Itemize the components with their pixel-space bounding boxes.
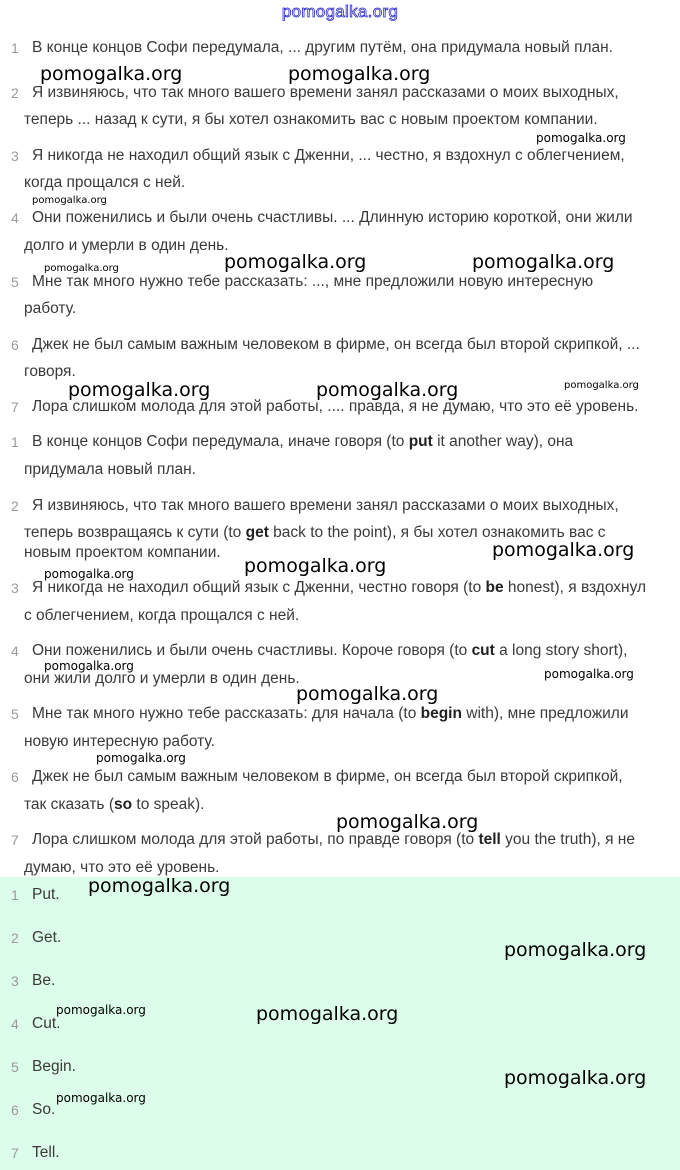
watermark: pomogalka.org: [492, 539, 635, 561]
watermark: pomogalka.org: [336, 811, 479, 833]
item-text-line: [32, 885, 60, 905]
text-segment: новым проектом компании.: [24, 544, 221, 561]
watermark: pomogalka.org: [96, 751, 186, 765]
item-number: 4: [11, 1016, 19, 1032]
watermark: pomogalka.org: [32, 195, 107, 206]
item-number: 6: [11, 1102, 19, 1118]
item-number: 1: [11, 434, 19, 450]
item-number: 7: [11, 1145, 19, 1161]
item-text-line: [32, 971, 55, 991]
watermark: pomogalka.org: [40, 63, 183, 85]
text-segment: Мне так много нужно тебе рассказать: ..., мне предложили новую интересную: [32, 273, 594, 290]
answer-keyword: tell: [478, 831, 501, 848]
text-segment: Мне так много нужно тебе рассказать: для начала (to: [32, 705, 421, 722]
item-number: 7: [11, 832, 19, 848]
item-text-line: [32, 335, 640, 355]
item-number: 6: [11, 337, 19, 353]
answer-keyword: so: [113, 796, 133, 813]
text-segment: Они поженились и были очень счастливы. ... Длинную историю короткой, они жили: [32, 209, 633, 226]
item-text-line: [32, 1057, 76, 1077]
text-segment: it another way), она: [432, 433, 574, 450]
item-number: 2: [11, 85, 19, 101]
watermark: pomogalka.org: [224, 251, 367, 273]
text-segment: So.: [32, 1101, 56, 1118]
text-segment: Я извиняюсь, что так много вашего времени занял рассказами о моих выходных,: [32, 84, 619, 101]
text-segment: Get.: [32, 929, 62, 946]
text-segment: Джек не был самым важным человеком в фирме, он всегда был второй скрипкой, ...: [32, 336, 640, 353]
watermark: pomogalka.org: [44, 263, 119, 274]
answer-keyword: cut: [471, 642, 495, 659]
text-segment: Be.: [32, 972, 56, 989]
text-segment: они жили долго и умерли в один день.: [24, 670, 300, 687]
text-segment: with), мне предложили: [461, 705, 629, 722]
text-segment: Я извиняюсь, что так много вашего времени занял рассказами о моих выходных,: [32, 497, 619, 514]
text-segment: you the truth), я не: [500, 831, 635, 848]
text-segment: так сказать (: [24, 796, 114, 813]
watermark: pomogalka.org: [504, 1067, 647, 1089]
watermark: pomogalka.org: [256, 1003, 399, 1025]
item-text-line: [32, 767, 623, 787]
item-text-line: [24, 732, 215, 752]
watermark: pomogalka.org: [472, 251, 615, 273]
item-text-line: [32, 704, 629, 724]
text-segment: Begin.: [32, 1058, 76, 1075]
item-text-line: [32, 496, 619, 516]
text-segment: Tell.: [32, 1144, 60, 1161]
watermark: pomogalka.org: [56, 1003, 146, 1017]
watermark: pomogalka.org: [244, 555, 387, 577]
item-number: 3: [11, 580, 19, 596]
watermark: pomogalka.org: [536, 131, 626, 145]
answer-keyword: begin: [420, 705, 462, 722]
text-segment: to speak).: [132, 796, 205, 813]
watermark: pomogalka.org: [56, 1091, 146, 1105]
watermark: pomogalka.org: [296, 683, 439, 705]
watermark: pomogalka.org: [68, 379, 211, 401]
item-number: 4: [11, 643, 19, 659]
text-segment: Put.: [32, 886, 60, 903]
item-number: 1: [11, 40, 19, 56]
watermark: pomogalka.org: [44, 659, 134, 673]
item-number: 5: [11, 1059, 19, 1075]
item-text-line: [24, 606, 299, 626]
item-text-line: [24, 460, 196, 480]
item-text-line: [32, 578, 646, 598]
item-number: 2: [11, 930, 19, 946]
item-text-line: [24, 173, 185, 193]
watermark: pomogalka.org: [288, 63, 431, 85]
item-text-line: [24, 299, 76, 319]
item-text-line: [32, 146, 625, 166]
item-number: 3: [11, 973, 19, 989]
item-number: 7: [11, 399, 19, 415]
text-segment: Джек не был самым важным человеком в фирме, он всегда был второй скрипкой,: [32, 768, 623, 785]
item-text-line: [32, 830, 635, 850]
item-text-line: [32, 641, 627, 661]
watermark: pomogalka.org: [544, 667, 634, 681]
text-segment: Лора слишком молода для этой работы, по правде говоря (to: [32, 831, 479, 848]
text-segment: Я никогда не находил общий язык с Дженни, ... честно, я вздохнул с облегчением,: [32, 147, 625, 164]
watermark: pomogalka.org: [504, 939, 647, 961]
item-text-line: [24, 795, 204, 815]
text-segment: honest), я вздохнул: [503, 579, 647, 596]
text-segment: В конце концов Софи передумала, иначе говоря (to: [32, 433, 409, 450]
item-text-line: [24, 236, 229, 256]
item-text-line: [32, 272, 593, 292]
item-text-line: [32, 1100, 55, 1120]
text-segment: когда прощался с ней.: [24, 174, 186, 191]
item-text-line: [32, 432, 573, 452]
item-text-line: [32, 1014, 60, 1034]
watermark: pomogalka.org: [44, 567, 134, 581]
text-segment: В конце концов Софи передумала, ... другим путём, она придумала новый план.: [32, 39, 613, 56]
text-segment: с облегчением, когда прощался с ней.: [24, 607, 300, 624]
text-segment: думаю, что это её уровень.: [24, 859, 220, 876]
answer-keyword: be: [485, 579, 504, 596]
item-text-line: [32, 208, 633, 228]
item-number: 6: [11, 769, 19, 785]
text-segment: работу.: [24, 300, 77, 317]
watermark: pomogalka.org: [564, 380, 639, 391]
text-segment: говоря.: [24, 363, 76, 380]
text-segment: долго и умерли в один день.: [24, 237, 229, 254]
text-segment: новую интересную работу.: [24, 733, 215, 750]
text-segment: a long story short),: [494, 642, 628, 659]
text-segment: Лора слишком молода для этой работы, .... правда, я не думаю, что это её уровень.: [32, 398, 639, 415]
answer-keyword: get: [245, 524, 269, 541]
item-number: 5: [11, 706, 19, 722]
site-header: pomogalka.org: [281, 2, 399, 21]
watermark: pomogalka.org: [316, 379, 459, 401]
text-segment: придумала новый план.: [24, 461, 196, 478]
item-number: 3: [11, 148, 19, 164]
text-segment: back to the point), я бы хотел ознакомить вас с: [268, 524, 606, 541]
item-text-line: [32, 1143, 60, 1163]
answer-keyword: put: [408, 433, 433, 450]
text-segment: теперь возвращаясь к сути (to: [24, 524, 246, 541]
text-segment: теперь ... назад к сути, я бы хотел ознакомить вас с новым проектом компании.: [24, 111, 598, 128]
item-number: 4: [11, 210, 19, 226]
watermark: pomogalka.org: [88, 875, 231, 897]
text-segment: Cut.: [32, 1015, 61, 1032]
text-segment: Они поженились и были очень счастливы. Короче говоря (to: [32, 642, 472, 659]
item-number: 5: [11, 274, 19, 290]
item-text-line: [32, 928, 61, 948]
item-number: 1: [11, 887, 19, 903]
item-number: 2: [11, 498, 19, 514]
item-text-line: [24, 110, 598, 130]
item-text-line: [32, 83, 619, 103]
item-text-line: [32, 38, 613, 58]
text-segment: Я никогда не находил общий язык с Дженни, честно говоря (to: [32, 579, 486, 596]
item-text-line: [24, 543, 221, 563]
